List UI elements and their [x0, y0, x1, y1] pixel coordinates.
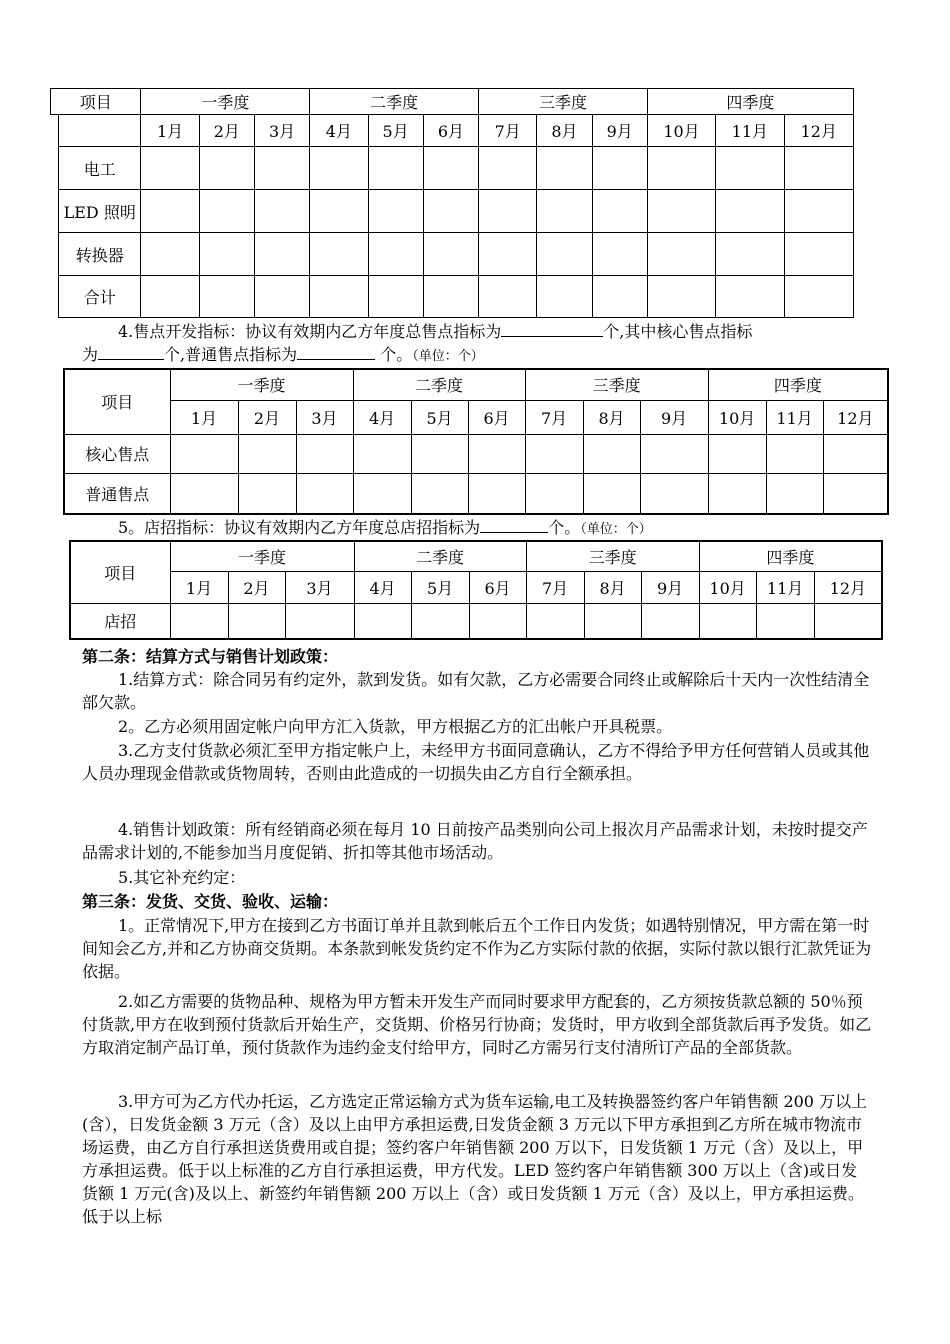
- row-label: 普通售点: [64, 473, 170, 514]
- table-row: [64, 434, 888, 473]
- month-header: 4月: [310, 115, 368, 147]
- quarter-header: 四季度: [708, 369, 888, 400]
- blank-line: [297, 344, 375, 360]
- article3-paragraph: 2.如乙方需要的货物品种、规格为甲方暂未开发生产而同时要求甲方配套的，乙方须按货款总额的 50％预付货款,甲方在收到预付货款后开始生产，交货期、价格另行协商；发货时，甲方收到全部货款后再予发货。如乙方取消定制产品订单，预付货款作为违约金支付给甲方，同时乙方需另行支付清所订产品的全部货款。: [82, 992, 872, 1057]
- item-header: 项目: [70, 541, 170, 603]
- month-header: 6月: [468, 400, 525, 434]
- month-header: 7月: [479, 115, 537, 147]
- month-header: 1月: [141, 115, 199, 147]
- article3-heading: 第三条：发货、交货、验收、运输：: [82, 892, 339, 911]
- table-row: [51, 147, 854, 190]
- article2-paragraph: 2。乙方必须用固定帐户向甲方汇入货款，甲方根据乙方的汇出帐户开具税票。: [118, 717, 673, 736]
- quarter-header: 四季度: [647, 89, 853, 115]
- month-header: 8月: [537, 115, 592, 147]
- table-row: [64, 473, 888, 514]
- month-header: 8月: [584, 571, 641, 603]
- month-header: 4月: [354, 571, 411, 603]
- month-header: 2月: [238, 400, 296, 434]
- article2-heading: 第二条：结算方式与销售计划政策：: [82, 647, 339, 666]
- month-header: 12月: [814, 571, 882, 603]
- month-header: 7月: [526, 571, 584, 603]
- article2-paragraph: 1.结算方式：除合同另有约定外，款到发货。如有欠款，乙方必需要合同终止或解除后十天内一次性结清全部欠款。: [82, 670, 870, 712]
- month-header: 9月: [640, 400, 708, 434]
- month-header: 8月: [583, 400, 640, 434]
- sales-point-table: [63, 368, 889, 515]
- table-row: [70, 603, 882, 639]
- month-header: 5月: [411, 400, 468, 434]
- article2-paragraph: 3.乙方支付货款必须汇至甲方指定帐户上，未经甲方书面同意确认，乙方不得给予甲方任何营销人员或其他人员办理现金借款或货物周转，否则由此造成的一切损失由乙方自行全额承担。: [82, 741, 870, 783]
- quarter-header: 二季度: [354, 541, 526, 571]
- month-header: 6月: [423, 115, 478, 147]
- month-header: 2月: [228, 571, 285, 603]
- month-header: 1月: [170, 571, 228, 603]
- spacer-cell: [51, 276, 59, 318]
- table-row: [51, 276, 854, 318]
- month-header: 10月: [708, 400, 766, 434]
- article2-paragraph: 5.其它补充约定：: [118, 868, 246, 887]
- month-header: 11月: [756, 571, 814, 603]
- month-header: 11月: [716, 115, 784, 147]
- quarter-header: 三季度: [479, 89, 648, 115]
- row-label: 电工: [59, 147, 141, 190]
- spacer-cell: [51, 147, 59, 190]
- shop-sign-target-text: 5。店招指标：协议有效期内乙方年度总店招指标为 个。（单位：个）: [118, 518, 652, 537]
- blank-line: [480, 517, 548, 533]
- spacer-cell: [51, 190, 59, 233]
- month-header: 11月: [766, 400, 823, 434]
- month-header: 9月: [641, 571, 699, 603]
- blank-line: [501, 321, 603, 337]
- quarter-header: 一季度: [141, 89, 310, 115]
- row-label: LED 照明: [59, 190, 141, 233]
- item-header: 项目: [64, 369, 170, 434]
- month-header: 2月: [199, 115, 254, 147]
- month-header: 3月: [285, 571, 354, 603]
- quarter-header: 一季度: [170, 369, 353, 400]
- month-header: 1月: [170, 400, 238, 434]
- quarter-header: 三季度: [526, 541, 699, 571]
- item-header: 项目: [51, 89, 141, 115]
- month-header: 12月: [784, 115, 853, 147]
- month-header: 9月: [592, 115, 647, 147]
- quarter-header: 二季度: [310, 89, 479, 115]
- month-header: 5月: [368, 115, 423, 147]
- month-header: 10月: [699, 571, 756, 603]
- shop-sign-table: [69, 540, 883, 640]
- spacer-cell: [51, 233, 59, 276]
- month-header: 4月: [353, 400, 411, 434]
- quarter-header: 一季度: [170, 541, 354, 571]
- month-header: 12月: [823, 400, 888, 434]
- article2-paragraph: 4.销售计划政策：所有经销商必须在每月 10 日前按产品类别向公司上报次月产品需求计划，未按时提交产品需求计划的,不能参加当月度促销、折扣等其他市场活动。: [82, 820, 868, 862]
- table-row: [51, 233, 854, 276]
- quarter-header: 三季度: [525, 369, 708, 400]
- article3-paragraph: 3.甲方可为乙方代办托运，乙方选定正常运输方式为货车运输,电工及转换器签约客户年销售额 200 万以上(含），日发货金额 3 万元（含）及以上由甲方承担运费,日发货金额 3 万元以下甲方承担到乙方所在城市物流市场运费，由乙方自行承担送货费用或自提；签约客户年销售额 200 万以下，日发货额 1 万元（含）及以上，甲方承担运费。低于以上标准的乙方自行承担运费，甲方代发。LED 签约客户年销售额 300 万以上（含)或日发货额 1 万元(含)及以上、新签约年销售额 200 万以上（含）或日发货额 1 万元（含）及以上，甲方承担运费。低于以上标: [82, 1092, 868, 1226]
- blank-line: [98, 344, 164, 360]
- row-label: 店招: [70, 603, 170, 639]
- month-header: 3月: [254, 115, 309, 147]
- article3-paragraph: 1。正常情况下,甲方在接到乙方书面订单并且款到帐后五个工作日内发货；如遇特别情况，甲方需在第一时间知会乙方,并和乙方协商交货期。本条款到帐发货约定不作为乙方实际付款的依据，实际付款以银行汇款凭证为依据。: [82, 916, 872, 981]
- row-label: 核心售点: [64, 434, 170, 473]
- month-header: 10月: [647, 115, 715, 147]
- spacer-cell: [51, 115, 59, 147]
- quarter-header: 二季度: [353, 369, 525, 400]
- sales-target-table: [50, 88, 854, 318]
- table-row: [51, 190, 854, 233]
- month-header: 6月: [469, 571, 526, 603]
- month-header: 3月: [296, 400, 353, 434]
- month-header: 5月: [411, 571, 469, 603]
- month-header: 7月: [525, 400, 583, 434]
- row-label: 转换器: [59, 233, 141, 276]
- quarter-header: 四季度: [699, 541, 882, 571]
- row-label: 合计: [59, 276, 141, 318]
- sales-point-target-text: 4.售点开发指标：协议有效期内乙方年度总售点指标为 个,其中核心售点指标 为 个,普通售点指标为 个。（单位：个）: [82, 322, 753, 364]
- blank-cell: [59, 115, 141, 147]
